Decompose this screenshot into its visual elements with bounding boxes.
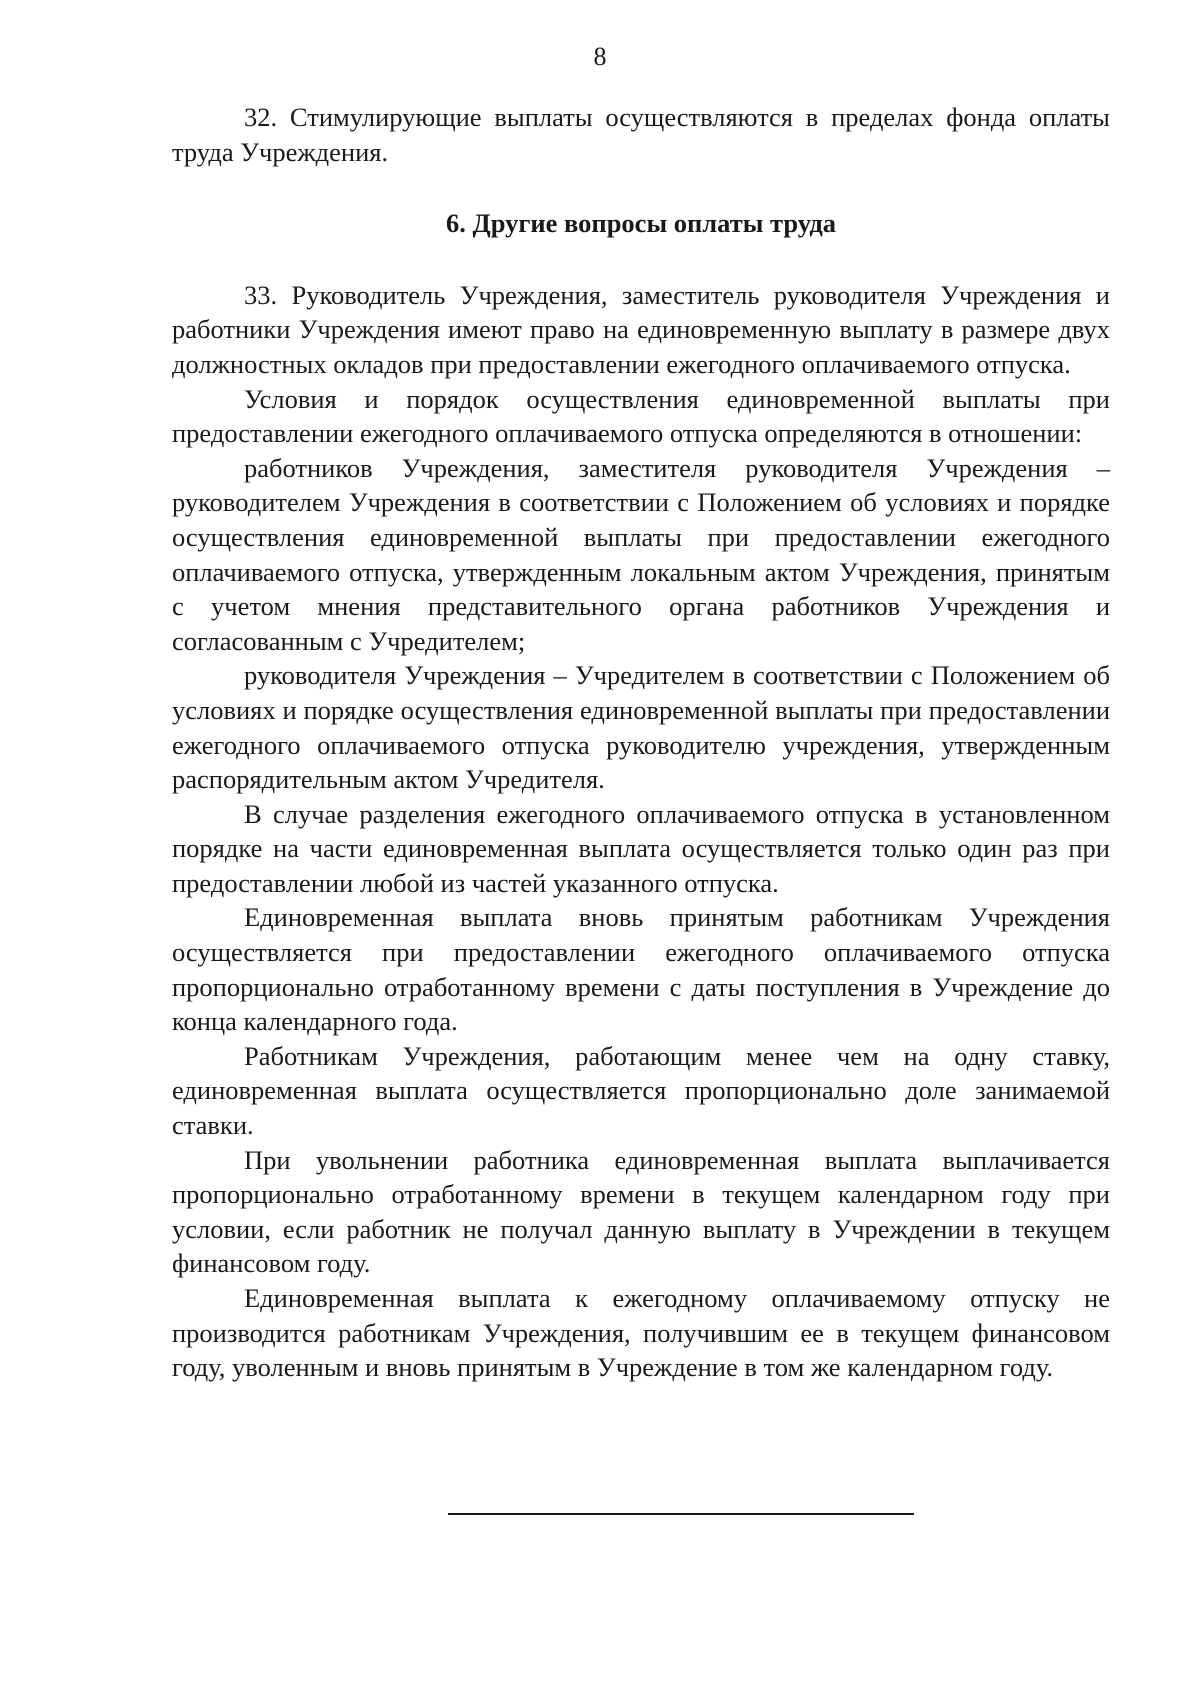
paragraph-dismissal: При увольнении работника единовременная выплата выплачивается пропорционально отработанному времени в текущем календарном году при условии, если работник не получал данную выплату в Учреждении в текущем финансовом году. (172, 1144, 1110, 1279)
paragraph-conditions: Условия и порядок осуществления единовременной выплаты при предоставлении ежегодного оплачиваемого отпуска определяются в отношении: (172, 383, 1110, 449)
document-body (172, 100, 1110, 1385)
paragraph-new-employees: Единовременная выплата вновь принятым работникам Учреждения осуществляется при предоставлении ежегодного оплачиваемого отпуска пропорционально отработанному времени с даты поступления в Учреждение до конца календарного года. (172, 902, 1110, 1037)
paragraph-part-time: Работникам Учреждения, работающим менее чем на одну ставку, единовременная выплата осуществляется пропорционально доле занимаемой ставки. (172, 1040, 1110, 1141)
paragraph-32: 32. Стимулирующие выплаты осуществляются в пределах фонда оплаты труда Учреждения. (172, 102, 1110, 167)
paragraph-33: 33. Руководитель Учреждения, заместитель руководителя Учреждения и работники Учреждения имеют право на единовременную выплату в размере двух должностных окладов при предоставлении ежегодного оплачиваемого отпуска. (172, 279, 1110, 379)
paragraph-employees: работников Учреждения, заместителя руководителя Учреждения – руководителем Учреждения в соответствии с Положением об условиях и порядке осуществления единовременной выплаты при предоставлении ежегодного оплачиваемого отпуска, утвержденным локальным актом Учреждения, принятым с учетом мнения представительного органа работников Учреждения и согласованным с Учредителем; (172, 452, 1110, 656)
section-heading: 6. Другие вопросы оплаты труда (445, 208, 837, 239)
paragraph-head: руководителя Учреждения – Учредителем в соответствии с Положением об условиях и порядке осуществления единовременной выплаты при предоставлении ежегодного оплачиваемого отпуска руководителю учреждения, утвержденным распорядительным актом Учредителя. (172, 660, 1110, 795)
page-number: 8 (593, 42, 607, 71)
paragraph-division: В случае разделения ежегодного оплачиваемого отпуска в установленном порядке на части единовременная выплата осуществляется только один раз при предоставлении любой из частей указанного отпуска. (172, 798, 1110, 898)
closing-rule (448, 1513, 914, 1515)
paragraph-not-paid: Единовременная выплата к ежегодному оплачиваемому отпуску не производится работникам Учреждения, получившим ее в текущем финансовом году, уволенным и вновь принятым в Учреждение в том же календарном году. (172, 1283, 1110, 1383)
